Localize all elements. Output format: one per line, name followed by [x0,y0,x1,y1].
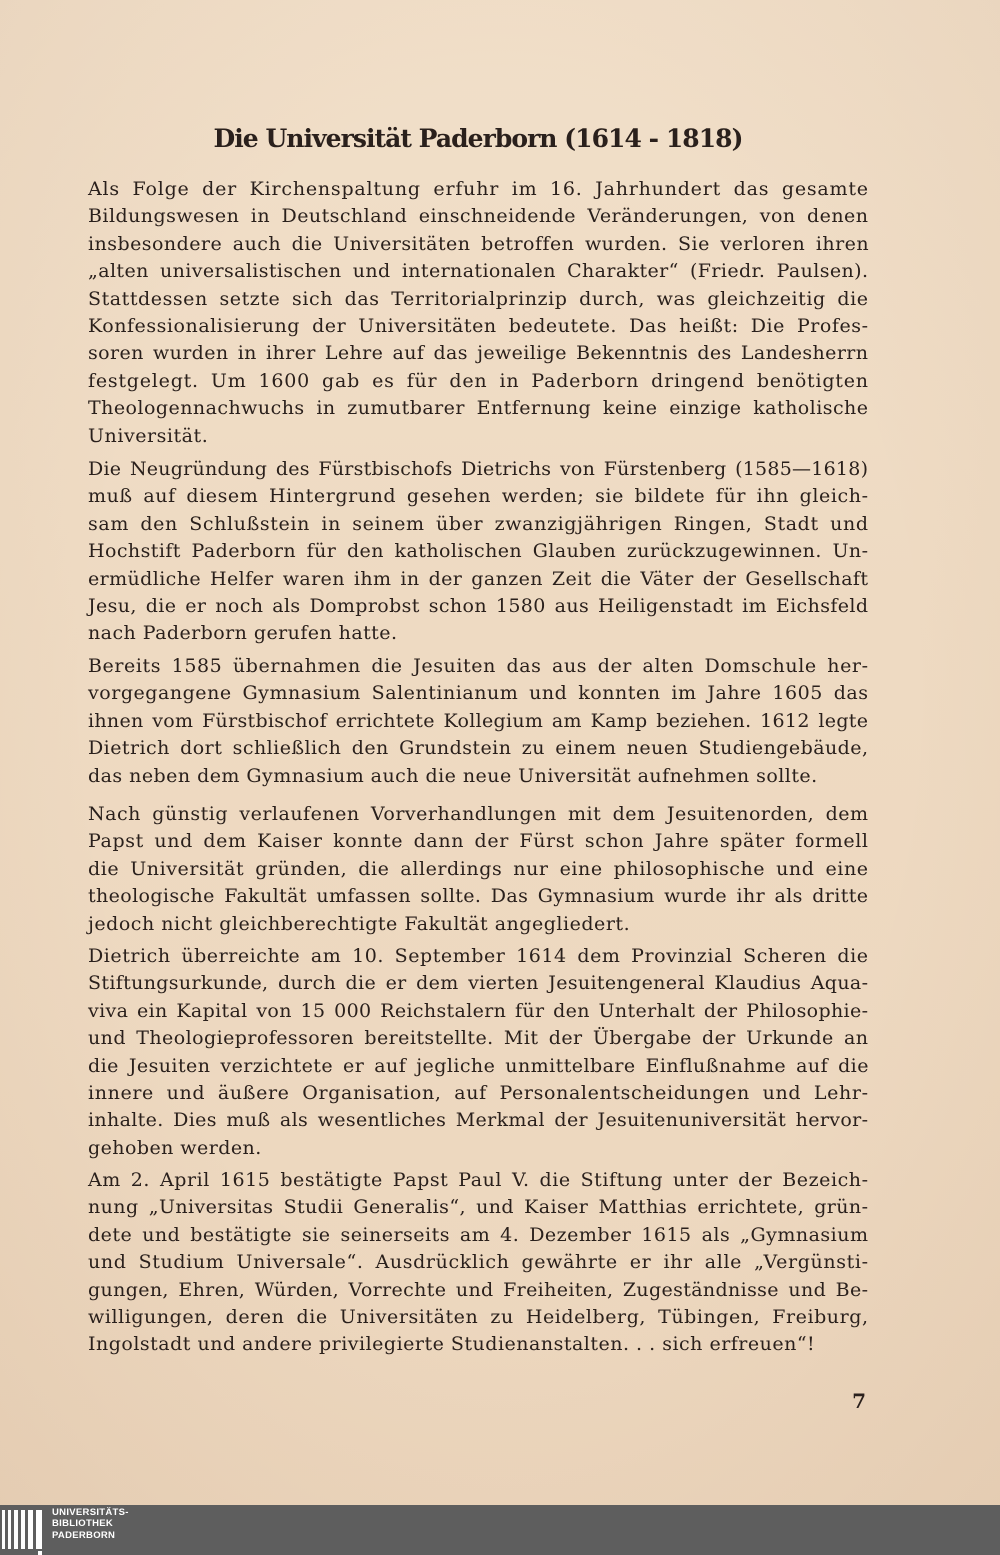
paragraph [88,456,868,648]
text-line: Bildungswesen in Deutschland einschneidende Veränderungen, von denen [88,205,869,228]
text-line: Nach günstig verlaufenen Vorverhandlungen mit dem Jesuitenorden, dem [88,803,869,825]
text-line: sam den Schlußstein in seinem über zwanzigjährigen Ringen, Stadt und [88,512,869,535]
text-line: festgelegt. Um 1600 gab es für den in Paderborn dringend benötigten [88,369,869,392]
text-line: und Theologieprofessoren bereitstellte. Mit der Übergabe der Urkunde an [88,1027,869,1050]
text-line: gehoben werden. [88,1136,262,1159]
text-line: Hochstift Paderborn für den katholischen Glauben zurückzugewinnen. Un- [88,540,869,563]
text-line: „alten universalistischen und internationalen Charakter“ (Friedr. Paulsen). [88,260,869,283]
paragraph [88,653,868,790]
library-logo-icon [0,1505,48,1555]
paragraph [88,801,868,938]
text-line: Papst und dem Kaiser konnte dann der Fürst schon Jahre später formell [88,830,869,853]
text-line: gungen, Ehren, Würden, Vorrechte und Freiheiten, Zugeständnisse und Be- [88,1278,869,1301]
text-line: nach Paderborn gerufen hatte. [88,622,398,645]
text-line: die Jesuiten verzichtete er auf jegliche unmittelbare Einflußnahme auf die [88,1054,869,1077]
text-line: innere und äußere Organisation, auf Personalentscheidungen und Lehr- [88,1081,869,1104]
text-line: ihnen vom Fürstbischof errichtete Kollegium am Kamp beziehen. 1612 legte [88,709,869,732]
text-line: Dietrich überreichte am 10. September 1614 dem Provinzial Scheren die [88,945,869,967]
text-line: Als Folge der Kirchenspaltung erfuhr im 16. Jahrhundert das gesamte [88,178,869,200]
text-line: Theologennachwuchs in zumutbarer Entfernung keine einzige katholische [88,397,869,420]
text-line: insbesondere auch die Universitäten betroffen wurden. Sie verloren ihren [88,232,870,255]
text-line: die Universität gründen, die allerdings nur eine philosophische und eine [88,857,869,880]
page-title: Die Universität Paderborn (1614 - 1818) [213,124,743,153]
text-line: willigungen, deren die Universitäten zu Heidelberg, Tübingen, Freiburg, [88,1305,869,1328]
text-line: muß auf diesem Hintergrund gesehen werden; sie bildete für ihn gleich- [88,485,869,508]
library-name-line: BIBLIOTHEK [52,1518,114,1529]
text-line: und Studium Universale“. Ausdrücklich gewährte er ihr alle „Vergünsti- [88,1251,869,1274]
text-line: viva ein Kapital von 15 000 Reichstalern für den Unterhalt der Philosophie- [88,999,869,1022]
library-name-line: PADERBORN [52,1529,116,1541]
text-line: Universität. [88,424,209,447]
text-line: Stattdessen setzte sich das Territorialprinzip durch, was gleichzeitig die [88,287,869,310]
library-footer-bar [0,1505,1000,1555]
text-line: Jesu, die er noch als Domprobst schon 1580 aus Heiligenstadt im Eichsfeld [88,594,869,617]
text-line: Bereits 1585 übernahmen die Jesuiten das aus der alten Domschule her- [88,655,869,677]
text-line: Ingolstadt und andere privilegierte Studienanstalten. . . sich erfreuen“! [88,1333,816,1356]
text-line: ermüdliche Helfer waren ihm in der ganzen Zeit die Väter der Gesellschaft [88,567,869,590]
text-line: dete und bestätigte sie seinerseits am 4. Dezember 1615 als „Gymnasium [88,1223,869,1246]
text-line: Am 2. April 1615 bestätigte Papst Paul V. die Stiftung unter der Bezeich- [88,1169,869,1191]
page-number: 7 [852,1389,866,1413]
text-line: Die Neugründung des Fürstbischofs Dietrichs von Fürstenberg (1585—1618) [88,458,869,480]
paragraph [88,943,868,1162]
paragraph [88,1167,868,1359]
text-line: inhalte. Dies muß als wesentliches Merkmal der Jesuitenuniversität hervor- [88,1109,869,1132]
text-line: Dietrich dort schließlich den Grundstein zu einem neuen Studiengebäude, [88,737,869,760]
text-line: soren wurden in ihrer Lehre auf das jeweilige Bekenntnis des Landesherrn [88,342,869,365]
text-line: jedoch nicht gleichberechtigte Fakultät angegliedert. [88,912,631,935]
library-name-line: UNIVERSITÄTS- [52,1506,129,1518]
text-line: vorgegangene Gymnasium Salentinianum und konnten im Jahre 1605 das [88,682,869,705]
text-line: nung „Universitas Studii Generalis“, und Kaiser Matthias errichtete, grün- [88,1196,869,1219]
text-line: Stiftungsurkunde, durch die er dem vierten Jesuitengeneral Klaudius Aqua- [88,972,869,995]
library-name [52,1507,129,1542]
paragraph [88,176,868,450]
text-line: theologische Fakultät umfassen sollte. Das Gymnasium wurde ihr als dritte [88,885,869,908]
text-line: Konfessionalisierung der Universitäten bedeutete. Das heißt: Die Profes- [88,314,869,337]
text-line: das neben dem Gymnasium auch die neue Universität aufnehmen sollte. [88,764,818,787]
